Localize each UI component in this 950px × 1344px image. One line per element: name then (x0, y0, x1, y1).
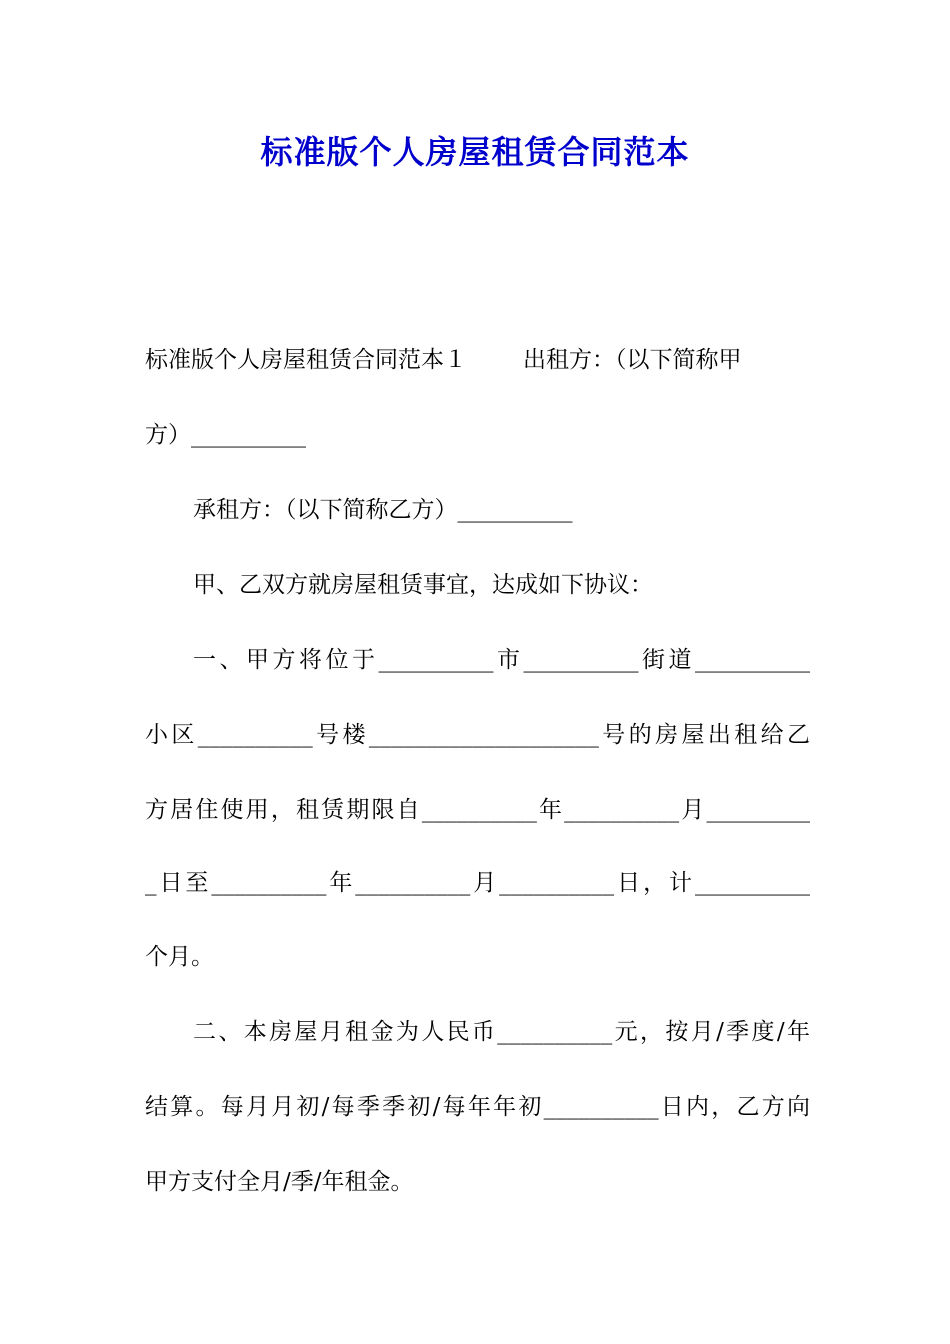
paragraph-line-2: 方）__________ (145, 422, 306, 448)
subtitle-text: 标准版个人房屋租赁合同范本１ (145, 347, 467, 373)
clause-1-line-5: 个月。 (145, 944, 214, 970)
clause-1-line-2: 小区__________号楼____________________号的房屋出租给乙 (145, 722, 810, 748)
clause-1-line-4: _日至__________年__________月__________日，计__________ (145, 870, 810, 896)
clause-2-line-3: 甲方支付全月/季/年租金。 (145, 1169, 414, 1195)
clause-2-line-1: 二、本房屋月租金为人民币__________元，按月/季度/年 (193, 1019, 810, 1045)
document-title: 标准版个人房屋租赁合同范本 (260, 133, 690, 171)
clause-1-line-3: 方居住使用，租赁期限自__________年__________月_________ (145, 797, 810, 823)
paragraph-line-1 (145, 343, 810, 377)
lessor-label: 出租方：（以下简称甲 (523, 347, 742, 373)
clause-2-line-2: 结算。每月月初/每季季初/每年年初__________日内，乙方向 (145, 1094, 810, 1120)
agreement-intro: 甲、乙双方就房屋租赁事宜，达成如下协议： (193, 572, 653, 598)
clause-1-line-1: 一、甲方将位于__________市__________街道__________ (193, 647, 810, 673)
lessee-line: 承租方：（以下简称乙方）__________ (193, 497, 573, 523)
